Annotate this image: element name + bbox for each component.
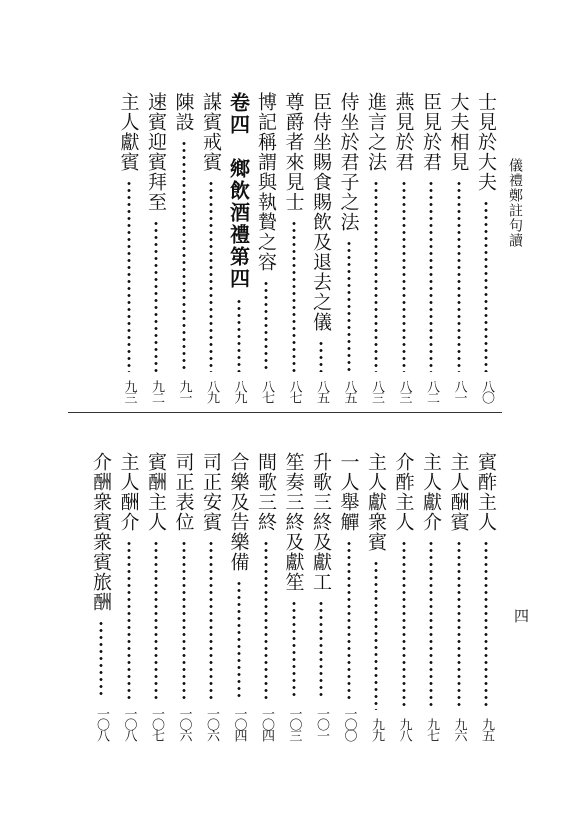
toc-leader-dots bbox=[154, 540, 158, 699]
toc-leader-dots bbox=[374, 180, 378, 372]
toc-entry-title: 主人獻衆賓 bbox=[365, 452, 387, 552]
toc-entry-page: 八五 bbox=[314, 380, 329, 402]
toc-leader-dots bbox=[209, 180, 213, 372]
toc-entry-title: 司正表位 bbox=[172, 452, 195, 532]
toc-entry-title: 進言之法 bbox=[365, 92, 387, 172]
toc-leader-dots bbox=[154, 220, 158, 372]
toc-entry-page: 八〇 bbox=[479, 380, 494, 402]
toc-entry-page: 一〇六 bbox=[176, 707, 192, 740]
toc-entry bbox=[91, 452, 113, 740]
toc-leader-dots bbox=[264, 540, 268, 699]
toc-leader-dots bbox=[99, 620, 103, 699]
toc-entry-title: 司正安賓 bbox=[200, 452, 222, 532]
toc-entry-page: 八三 bbox=[369, 380, 384, 402]
toc-leader-dots bbox=[457, 540, 461, 710]
toc-entry bbox=[201, 92, 223, 402]
toc-section-heading bbox=[226, 92, 251, 402]
toc-leader-dots bbox=[457, 180, 461, 372]
toc-entry-title: 主人酬介 bbox=[117, 452, 140, 532]
toc-entry-title: 賓酢主人 bbox=[475, 452, 497, 532]
toc-entry bbox=[284, 452, 306, 740]
toc-leader-dots bbox=[237, 580, 241, 699]
toc-entry-page: 一〇八 bbox=[94, 707, 109, 740]
toc-entry bbox=[119, 452, 141, 740]
toc-entry bbox=[174, 92, 196, 402]
toc-entry-page: 一〇六 bbox=[204, 707, 219, 740]
toc-entry bbox=[146, 92, 168, 402]
toc-entry-page: 八九 bbox=[231, 380, 247, 402]
toc-entry-title: 間歌三終 bbox=[255, 452, 277, 532]
toc-entry-title: 尊爵者來見士 bbox=[282, 92, 305, 212]
toc-entry bbox=[256, 92, 278, 402]
toc-entry bbox=[311, 92, 333, 402]
toc-entry bbox=[174, 452, 196, 740]
toc-entry-page: 一〇八 bbox=[121, 707, 137, 740]
toc-entry bbox=[284, 92, 306, 402]
toc-entry bbox=[119, 92, 141, 402]
toc-entry-page: 八九 bbox=[204, 380, 219, 402]
toc-leader-dots bbox=[319, 340, 323, 372]
toc-entry-page: 八五 bbox=[341, 380, 357, 402]
toc-entry bbox=[394, 452, 416, 740]
toc-entry-page: 八七 bbox=[286, 380, 302, 402]
toc-leader-dots bbox=[484, 540, 488, 710]
toc-entry bbox=[449, 452, 471, 740]
toc-entry-title: 介酬衆賓衆賓旅酬 bbox=[90, 452, 112, 612]
toc-entry bbox=[421, 452, 443, 740]
toc-entry-page: 八二 bbox=[424, 380, 439, 402]
toc-leader-dots bbox=[127, 180, 131, 372]
toc-entry-page: 九七 bbox=[424, 718, 439, 740]
toc-leader-dots bbox=[429, 540, 433, 710]
toc-entry bbox=[366, 452, 388, 740]
toc-entry bbox=[256, 452, 278, 740]
toc-entry-page: 一〇四 bbox=[259, 707, 274, 740]
toc-entry bbox=[339, 92, 361, 402]
toc-entry-page: 九二 bbox=[149, 380, 164, 402]
toc-entry bbox=[421, 92, 443, 402]
toc-entry-page: 九八 bbox=[396, 718, 412, 740]
toc-entry bbox=[201, 452, 223, 740]
toc-entry-title: 博記稱謂與執贄之容 bbox=[255, 92, 277, 272]
toc-entry-title: 介酢主人 bbox=[392, 452, 415, 532]
toc-entry-title: 侍坐於君子之法 bbox=[337, 92, 360, 232]
toc-entry bbox=[366, 92, 388, 402]
toc-entry-title: 一人舉觶 bbox=[337, 452, 360, 532]
toc-entry-page: 一〇〇 bbox=[341, 707, 357, 740]
toc-entry-title: 合樂及告樂備 bbox=[227, 452, 250, 572]
toc-entry bbox=[339, 452, 361, 740]
toc-leader-dots bbox=[319, 600, 323, 699]
toc-leader-dots bbox=[402, 540, 406, 710]
toc-entry-title: 臣侍坐賜食賜飲及退去之儀 bbox=[310, 92, 332, 332]
toc-leader-dots bbox=[127, 540, 131, 699]
toc-entry-title: 主人獻介 bbox=[420, 452, 442, 532]
toc-entry-page: 八七 bbox=[259, 380, 274, 402]
toc-leader-dots bbox=[347, 540, 351, 699]
toc-entry bbox=[449, 92, 471, 402]
toc-leader-dots bbox=[374, 560, 378, 710]
toc-entry-page: 一〇四 bbox=[231, 707, 247, 740]
toc-entry-page: 九五 bbox=[479, 718, 494, 740]
half-divider bbox=[68, 412, 502, 413]
running-title: 儀禮鄭註句讀 bbox=[507, 158, 523, 248]
toc-leader-dots bbox=[182, 540, 186, 699]
toc-entry-title: 卷四 鄉飲酒禮第四 bbox=[226, 92, 251, 290]
page-number: 四 bbox=[512, 608, 530, 623]
toc-entry bbox=[311, 452, 333, 740]
toc-leader-dots bbox=[292, 220, 296, 372]
toc-entry-page: 九九 bbox=[369, 718, 384, 740]
toc-entry-page: 一〇三 bbox=[286, 707, 302, 740]
toc-entry-page: 八一 bbox=[451, 380, 467, 402]
toc-entry-title: 士見於大夫 bbox=[475, 92, 497, 192]
toc-entry-page: 九三 bbox=[121, 380, 137, 402]
toc-leader-dots bbox=[347, 240, 351, 372]
toc-entry-title: 主人獻賓 bbox=[117, 92, 140, 172]
toc-leader-dots bbox=[429, 180, 433, 372]
toc-entry-page: 九六 bbox=[451, 718, 467, 740]
toc-leader-dots bbox=[402, 180, 406, 372]
toc-entry-title: 陳設 bbox=[172, 92, 195, 132]
toc-entry-title: 謀賓戒賓 bbox=[200, 92, 222, 172]
toc-entry-title: 升歌三終及獻工 bbox=[310, 452, 332, 592]
toc-leader-dots bbox=[484, 200, 488, 372]
toc-entry-page: 一〇七 bbox=[149, 707, 164, 740]
toc-entry bbox=[476, 452, 498, 740]
toc-entry bbox=[146, 452, 168, 740]
toc-entry bbox=[394, 92, 416, 402]
toc-entry-title: 臣見於君 bbox=[420, 92, 442, 172]
toc-leader-dots bbox=[182, 140, 186, 372]
toc-leader-dots bbox=[237, 298, 241, 372]
toc-entry bbox=[476, 92, 498, 402]
toc-entry-title: 速賓迎賓拜至 bbox=[145, 92, 167, 212]
toc-leader-dots bbox=[209, 540, 213, 699]
toc-entry-page: 八三 bbox=[396, 380, 412, 402]
toc-leader-dots bbox=[264, 280, 268, 372]
toc-entry bbox=[229, 452, 251, 740]
toc-entry-title: 笙奏三終及獻笙 bbox=[282, 452, 305, 592]
toc-entry-title: 燕見於君 bbox=[392, 92, 415, 172]
toc-entry-title: 主人酬賓 bbox=[447, 452, 470, 532]
toc-leader-dots bbox=[292, 600, 296, 699]
toc-entry-title: 賓酬主人 bbox=[145, 452, 167, 532]
toc-entry-page: 九一 bbox=[176, 380, 192, 402]
toc-entry-title: 大夫相見 bbox=[447, 92, 470, 172]
toc-entry-page: 一〇一 bbox=[314, 707, 329, 740]
